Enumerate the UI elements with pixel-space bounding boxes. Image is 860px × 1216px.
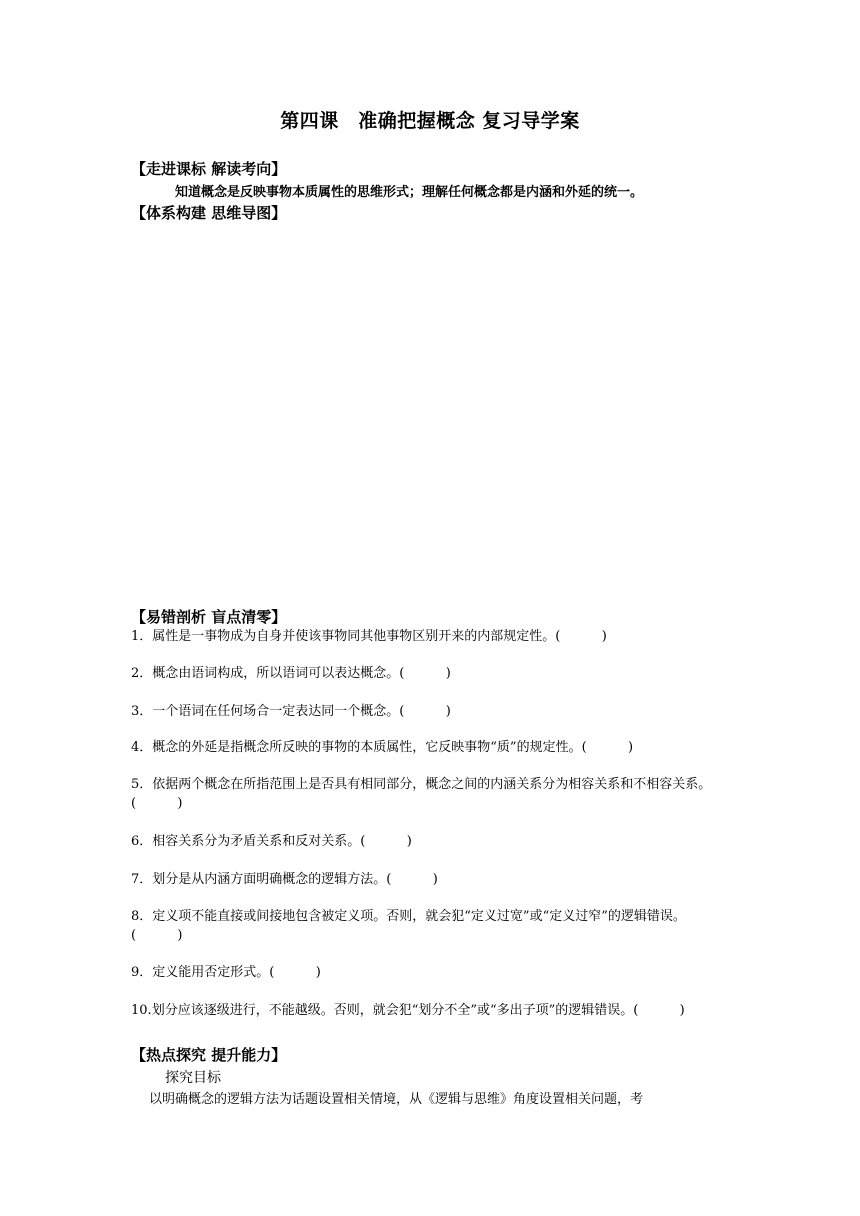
question-text: 概念由语词构成，所以语词可以表达概念。 [152, 666, 400, 681]
question-item [131, 870, 731, 889]
question-text: 依据两个概念在所指范围上是否具有相同部分，概念之间的内涵关系分为相容关系和不相容关系。 [152, 777, 712, 792]
curriculum-text: 知道概念是反映事物本质属性的思维形式；理解任何概念都是内涵和外延的统一。 [175, 185, 644, 200]
question-number: 7． [131, 872, 153, 887]
section-heading-mindmap: 【体系构建 思维导图】 [131, 204, 287, 222]
page-title: 第四课 准确把握概念 复习导学案 [280, 110, 580, 132]
question-number: 6． [131, 834, 153, 849]
question-number: 9． [131, 965, 153, 980]
question-text: 相容关系分为矛盾关系和反对关系。 [152, 834, 361, 849]
question-item [131, 775, 731, 813]
explore-goal-heading: 探究目标 [165, 1070, 221, 1086]
answer-blank[interactable]: ( ) [633, 1003, 685, 1018]
question-item [131, 738, 731, 757]
question-text: 一个语词在任何场合一定表达同一个概念。 [152, 704, 400, 719]
question-number: 4． [131, 740, 153, 755]
answer-blank[interactable]: ( ) [399, 666, 451, 681]
question-number: 10. [131, 1003, 152, 1018]
answer-blank[interactable]: ( ) [131, 928, 183, 943]
question-number: 2． [131, 666, 153, 681]
question-item [131, 963, 731, 982]
question-item [131, 832, 731, 851]
question-text: 定义能用否定形式。 [152, 965, 270, 980]
answer-blank[interactable]: ( ) [131, 796, 183, 811]
answer-blank[interactable]: ( ) [555, 629, 607, 644]
answer-blank[interactable]: ( ) [360, 834, 412, 849]
explore-goal-text: 以明确概念的逻辑方法为话题设置相关情境，从《逻辑与思维》角度设置相关问题，考 [149, 1092, 644, 1107]
question-number: 5． [131, 777, 153, 792]
question-text: 属性是一事物成为自身并使该事物同其他事物区别开来的内部规定性。 [152, 629, 556, 644]
answer-blank[interactable]: ( ) [399, 704, 451, 719]
question-item [131, 627, 731, 646]
question-text: 概念的外延是指概念所反映的事物的本质属性，它反映事物“质”的规定性。 [152, 740, 582, 755]
section-heading-errors: 【易错剖析 盲点清零】 [131, 608, 287, 626]
question-text: 定义项不能直接或间接地包含被定义项。否则，就会犯“定义过宽”或“定义过窄”的逻辑错误。 [152, 909, 686, 924]
question-item [131, 907, 731, 945]
answer-blank[interactable]: ( ) [581, 740, 634, 755]
question-text: 划分应该逐级进行，不能越级。否则，就会犯“划分不全”或“多出子项”的逻辑错误。 [151, 1003, 634, 1018]
question-number: 3． [131, 704, 153, 719]
question-item [131, 702, 731, 721]
section-heading-curriculum: 【走进课标 解读考向】 [131, 160, 287, 178]
question-item [131, 1001, 731, 1020]
question-number: 1． [131, 629, 153, 644]
mindmap-blank-area [131, 226, 731, 601]
question-item [131, 664, 731, 683]
answer-blank[interactable]: ( ) [269, 965, 321, 980]
section-heading-hotspot: 【热点探究 提升能力】 [131, 1046, 287, 1064]
answer-blank[interactable]: ( ) [386, 872, 438, 887]
question-text: 划分是从内涵方面明确概念的逻辑方法。 [152, 872, 387, 887]
question-number: 8． [131, 909, 153, 924]
